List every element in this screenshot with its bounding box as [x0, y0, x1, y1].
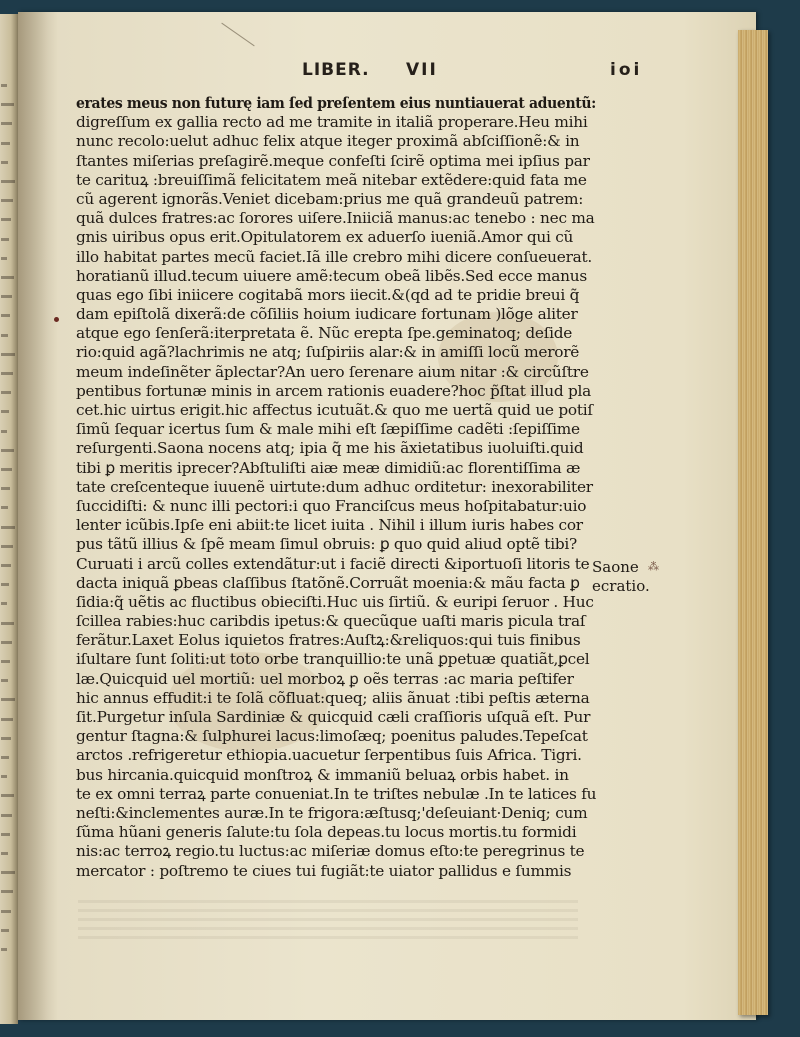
- text-line: ſidia:q̃ uẽtis ac fluctibus obieciſti.Huc uis ſirtiũ. & euripi ſeruor . Huc: [76, 592, 594, 611]
- previous-page-text-fragment: [1, 526, 15, 529]
- spine-shadow: [18, 12, 58, 1020]
- previous-page-text-fragment: [1, 468, 12, 471]
- text-line: ſit.Purgetur inſula Sardiniæ & quicquid cæli craſſioris uſquã eſt. Pur: [76, 708, 591, 726]
- previous-page-text-fragment: [1, 602, 7, 605]
- text-line: hic annus effudit:i te ſolã cõfluat:queq; aliis ãnuat :tibi peſtis æterna: [76, 688, 590, 707]
- previous-page-text-fragment: [1, 199, 13, 202]
- text-line: te carituꝝ :breuiſſimã felicitatem meã nitebar extẽdere:quid fata me: [76, 170, 587, 189]
- previous-page-text-fragment: [1, 794, 14, 797]
- previous-page-text-fragment: [1, 410, 9, 413]
- text-line: illo habitat partes mecũ faciet.Iã ille crebro mihi dicere conſueuerat.: [76, 247, 593, 266]
- text-line: quã dulces fratres:ac ſorores uiſere.Iniiciã manus:ac tenebo : nec ma: [76, 209, 595, 228]
- previous-page-text-fragment: [1, 756, 9, 759]
- previous-page-text-fragment: [1, 564, 11, 567]
- previous-page-text-fragment: [1, 737, 11, 740]
- text-line: ſcillea rabies:huc caribdis ipetus:& quecũque uaſti maris picula traſ: [76, 612, 586, 631]
- text-line: arctos .refrigeretur ethiopia.uacuetur ſerpentibus ſuis Africa. Tigri.: [76, 746, 582, 765]
- text-line: dam epiſtolã dixerã:de cõſiliis hoium iudicare fortunam )lõge aliter: [76, 305, 578, 324]
- text-line: erates meus non futurę iam ſed preſentem eius nuntiauerat aduentũ:: [76, 94, 596, 112]
- previous-page-text-fragment: [1, 142, 10, 145]
- previous-page-text-fragment: [1, 334, 8, 337]
- previous-page-text-fragment: [1, 641, 12, 644]
- previous-page-text-fragment: [1, 487, 10, 490]
- previous-page-text-fragment: [1, 314, 10, 317]
- text-line: bus hircania.quicquid monſtroꝝ & immaniũ beluaꝝ orbis habet. in: [76, 765, 569, 784]
- running-head-book-number: VII: [406, 60, 438, 80]
- previous-page-text-fragment: [1, 103, 14, 106]
- previous-page-text-fragment: [1, 372, 13, 375]
- text-line: tate creſcenteque iuuenẽ uirtute:dum adhuc orditetur: inexorabiliter: [76, 477, 593, 496]
- previous-page-text-fragment: [1, 449, 14, 452]
- book-page: [18, 12, 756, 1020]
- text-line: gentur ſtagna:& ſulphurei lacus:limoſæq; poenitus paludes.Tepeſcat: [76, 727, 588, 746]
- previous-page-text-fragment: [1, 238, 9, 241]
- previous-page-text-fragment: [1, 679, 8, 682]
- margin-flourish-icon: ⁂: [648, 560, 659, 573]
- previous-page-edge: [0, 14, 18, 1024]
- previous-page-text-fragment: [1, 180, 15, 183]
- marginal-dot-mark: [54, 317, 59, 322]
- show-through-text: [78, 900, 578, 940]
- previous-page-text-fragment: [1, 84, 7, 87]
- text-line: iſultare ſunt ſoliti:ut toto orbe tranquillio:te unã ꝑpetuæ quatiãt,ꝑcel: [76, 650, 590, 669]
- text-line: meum indeſinẽter ãplectar?An uero ſerenare aium nitar :& circũſtre: [76, 362, 589, 381]
- page-block-edge: [738, 30, 768, 1015]
- previous-page-text-fragment: [1, 622, 14, 625]
- previous-page-text-fragment: [1, 218, 11, 221]
- text-line: pentibus fortunæ minis in arcem rationis euadere?hoc p̃ſtat illud pla: [76, 381, 592, 400]
- text-line: gnis uiribus opus erit.Opitulatorem ex aduerſo iueniã.Amor qui cũ: [76, 228, 574, 247]
- text-line: cet.hic uirtus erigit.hic affectus icutuãt.& quo me uertã quid ue potiſ: [76, 401, 593, 419]
- margin-note: [592, 558, 678, 596]
- folio-number: ioi: [610, 60, 643, 80]
- previous-page-text-fragment: [1, 257, 7, 260]
- text-line: nis:ac terroꝝ regio.tu luctus:ac miſeriæ domus eſto:te peregrinus te: [76, 842, 585, 861]
- text-line: mercator : poſtremo te ciues tui fugiãt:te uiator pallidus e ſummis: [76, 861, 572, 880]
- previous-page-text-fragment: [1, 890, 13, 893]
- previous-page-text-fragment: [1, 775, 7, 778]
- text-line: dacta iniquã ꝑbeas claſſibus ſtatõnẽ.Corruãt moenia:& mãu facta ꝑ: [76, 573, 580, 592]
- text-line: horatianũ illud.tecum uiuere amẽ:tecum obeã libẽs.Sed ecce manus: [76, 266, 587, 285]
- previous-page-text-fragment: [1, 430, 7, 433]
- previous-page-text-fragment: [1, 583, 9, 586]
- text-line: ſũma hũani generis ſalute:tu ſola depeas.tu locus mortis.tu formidi: [76, 823, 577, 842]
- previous-page-text-fragment: [1, 929, 9, 932]
- previous-page-text-fragment: [1, 718, 13, 721]
- text-line: lenter icũbis.Ipſe eni abiit:te licet iuita . Nihil i illum iuris habes cor: [76, 516, 583, 535]
- text-line: quas ego ſibi iniicere cogitabã mors iiecit.&(qd ad te pridie breui q̃: [76, 285, 580, 304]
- text-line: nunc recolo:uelut adhuc felix atque iteger proximã abſciſſionẽ:& in: [76, 132, 580, 151]
- text-line: læ.Quicquid uel mortiũ: uel morboꝝ ꝑ oẽs terras :ac maria peſtifer: [76, 669, 574, 688]
- page-crease: [221, 23, 254, 47]
- previous-page-text-fragment: [1, 545, 13, 548]
- running-head-title: LIBER.: [302, 60, 370, 80]
- previous-page-text-fragment: [1, 122, 12, 125]
- previous-page-text-fragment: [1, 161, 8, 164]
- margin-note-line: ecratio.: [592, 577, 650, 595]
- text-line: reſurgenti.Saona nocens atq; ipia q̃ me his ãxietatibus iuoluiſti.quid: [76, 439, 584, 458]
- text-line: ſimũ ſequar icertus ſum & male mihi eſt ſæpiſſime cadẽti :ſepiſſime: [76, 420, 580, 439]
- text-line: neſti:&inclementes auræ.In te frigora:æſtusq;'deſeuiant·Deniq; cum: [76, 803, 588, 822]
- previous-page-text-fragment: [1, 852, 8, 855]
- previous-page-text-fragment: [1, 506, 8, 509]
- previous-page-text-fragment: [1, 833, 10, 836]
- text-line: tibi ꝑ meritis iprecer?Abſtuliſti aiæ meæ dimidiũ:ac florentiſſima æ: [76, 458, 581, 477]
- main-text-block: [76, 94, 596, 881]
- text-line: te ex omni terraꝝ parte conueniat.In te triſtes nebulæ .In te latices fu: [76, 784, 597, 803]
- text-line: cũ agerent ignorãs.Veniet dicebam:prius me quã grandeuũ patrem:: [76, 189, 584, 208]
- text-line: ferãtur.Laxet Eolus iquietos fratres:Auſtꝝ:&reliquos:qui tuis finibus: [76, 631, 581, 650]
- text-line: digreſſum ex gallia recto ad me tramite in italiã properare.Heu mihi: [76, 113, 588, 132]
- margin-note-line: Saone: [592, 558, 639, 576]
- previous-page-text-fragment: [1, 910, 11, 913]
- text-line: ſuccidiſti: & nunc illi pectori:i quo Franciſcus meus hoſpitabatur:uio: [76, 496, 587, 515]
- text-line: Curuati i arcũ colles extendãtur:ut i faciẽ directi &iportuoſi litoris te: [76, 554, 590, 573]
- text-line: pus tãtũ illius & ſpẽ meam ſimul obruis: ꝑ quo quid aliud optẽ tibi?: [76, 535, 577, 554]
- text-line: ſtantes miſerias preſagirẽ.meque confeſti ſcirẽ optima mei ipſius par: [76, 151, 590, 170]
- previous-page-text-fragment: [1, 391, 11, 394]
- running-head: [18, 60, 756, 84]
- previous-page-text-fragment: [1, 814, 12, 817]
- text-line: atque ego ſenſerã:iterpretata ẽ. Nũc erepta ſpe.geminatoq; deſide: [76, 324, 573, 343]
- previous-page-text-fragment: [1, 698, 15, 701]
- previous-page-text-fragment: [1, 295, 12, 298]
- previous-page-text-fragment: [1, 353, 15, 356]
- text-line: rio:quid agã?lachrimis ne atq; ſuſpiriis alar:& in amiſſi locũ merorẽ: [76, 343, 580, 362]
- previous-page-text-fragment: [1, 276, 14, 279]
- previous-page-text-fragment: [1, 948, 7, 951]
- previous-page-text-fragment: [1, 871, 15, 874]
- previous-page-text-fragment: [1, 660, 10, 663]
